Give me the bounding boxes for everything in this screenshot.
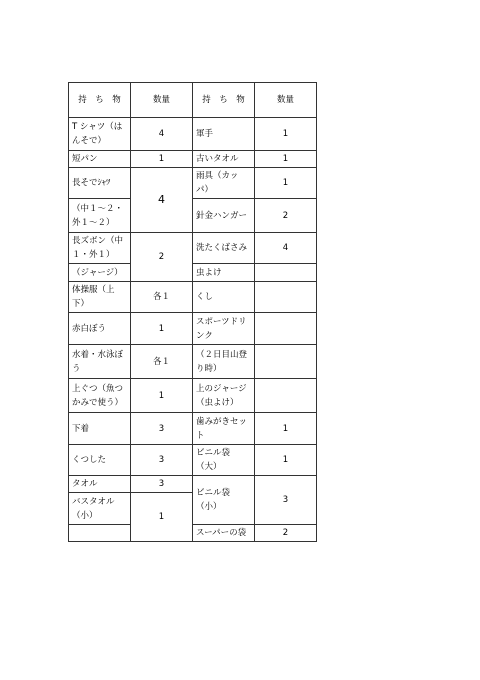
note-longsleeve: （中１～２・外１～２） [69,199,131,233]
table-row [69,282,317,313]
item-toothbrush: 歯みがきセット [193,413,255,445]
qty-gym: 各１ [131,282,193,313]
table-row [69,199,317,233]
header-qty-right: 数量 [255,83,317,118]
header-row [69,83,317,118]
qty-clothespin: 4 [255,233,317,264]
item-oldtowel: 古いタオル [193,151,255,168]
qty-bathtowel: 1 [131,493,193,542]
qty-toothbrush: 1 [255,413,317,445]
item-gloves: 軍手 [193,118,255,151]
table-row [69,168,317,199]
table-row [69,525,317,542]
item-superbag: スーパーの袋 [193,525,255,542]
item-jersey: 上のジャージ（虫よけ） [193,379,255,413]
qty-shorts: 1 [131,151,193,168]
qty-bag-large: 1 [255,445,317,476]
qty-jersey [255,379,317,413]
qty-rain: 1 [255,168,317,199]
item-hanger: 針金ハンガー [193,199,255,233]
table-row [69,445,317,476]
item-cap: 赤白ぼう [69,313,131,345]
qty-tshirt: 4 [131,118,193,151]
qty-bag-small: 3 [255,476,317,525]
qty-cap: 1 [131,313,193,345]
header-qty-left: 数量 [131,83,193,118]
qty-comb [255,282,317,313]
note-longpants: （ジャージ） [69,264,131,282]
qty-gloves: 1 [255,118,317,151]
item-clothespin: 洗たくばさみ [193,233,255,264]
item-empty [69,525,131,542]
header-item-right: 持 ち 物 [193,83,255,118]
qty-drink [255,313,317,345]
item-bathtowel: バスタオル（小） [69,493,131,525]
item-underwear: 下着 [69,413,131,445]
belongings-table [68,82,317,542]
table-row [69,313,317,345]
item-shoes: 上ぐつ（魚つかみで使う） [69,379,131,413]
item-swim: 水着・水泳ぼう [69,345,131,379]
qty-socks: 3 [131,445,193,476]
item-bugrepel: 虫よけ [193,264,255,282]
table-row [69,476,317,493]
item-tshirt: T シャツ（はんそで） [69,118,131,151]
qty-longpants: 2 [131,233,193,282]
item-bag-large: ビニル袋（大） [193,445,255,476]
item-comb: くし [193,282,255,313]
table-row [69,345,317,379]
item-rain: 雨具（カッパ） [193,168,255,199]
note-drink: （２日目山登り時） [193,345,255,379]
item-bag-small: ビニル袋（小） [193,476,255,525]
table-row [69,264,317,282]
qty-bugrepel [255,264,317,282]
qty-underwear: 3 [131,413,193,445]
item-shorts: 短パン [69,151,131,168]
table-row [69,379,317,413]
qty-towel: 3 [131,476,193,493]
item-drink: スポーツドリンク [193,313,255,345]
qty-superbag: 2 [255,525,317,542]
qty-hanger: 2 [255,199,317,233]
item-socks: くつした [69,445,131,476]
qty-oldtowel: 1 [255,151,317,168]
table-row [69,151,317,168]
item-towel: タオル [69,476,131,493]
table-row [69,233,317,264]
table-row [69,118,317,151]
qty-drink-note [255,345,317,379]
item-longpants: 長ズボン（中１・外１） [69,233,131,264]
table-row [69,413,317,445]
qty-shoes: 1 [131,379,193,413]
qty-longsleeve: 4 [131,168,193,233]
item-longsleeve: 長そでｼｬﾂ [69,168,131,199]
header-item-left: 持 ち 物 [69,83,131,118]
qty-swim: 各１ [131,345,193,379]
item-gym: 体操服（上下） [69,282,131,313]
